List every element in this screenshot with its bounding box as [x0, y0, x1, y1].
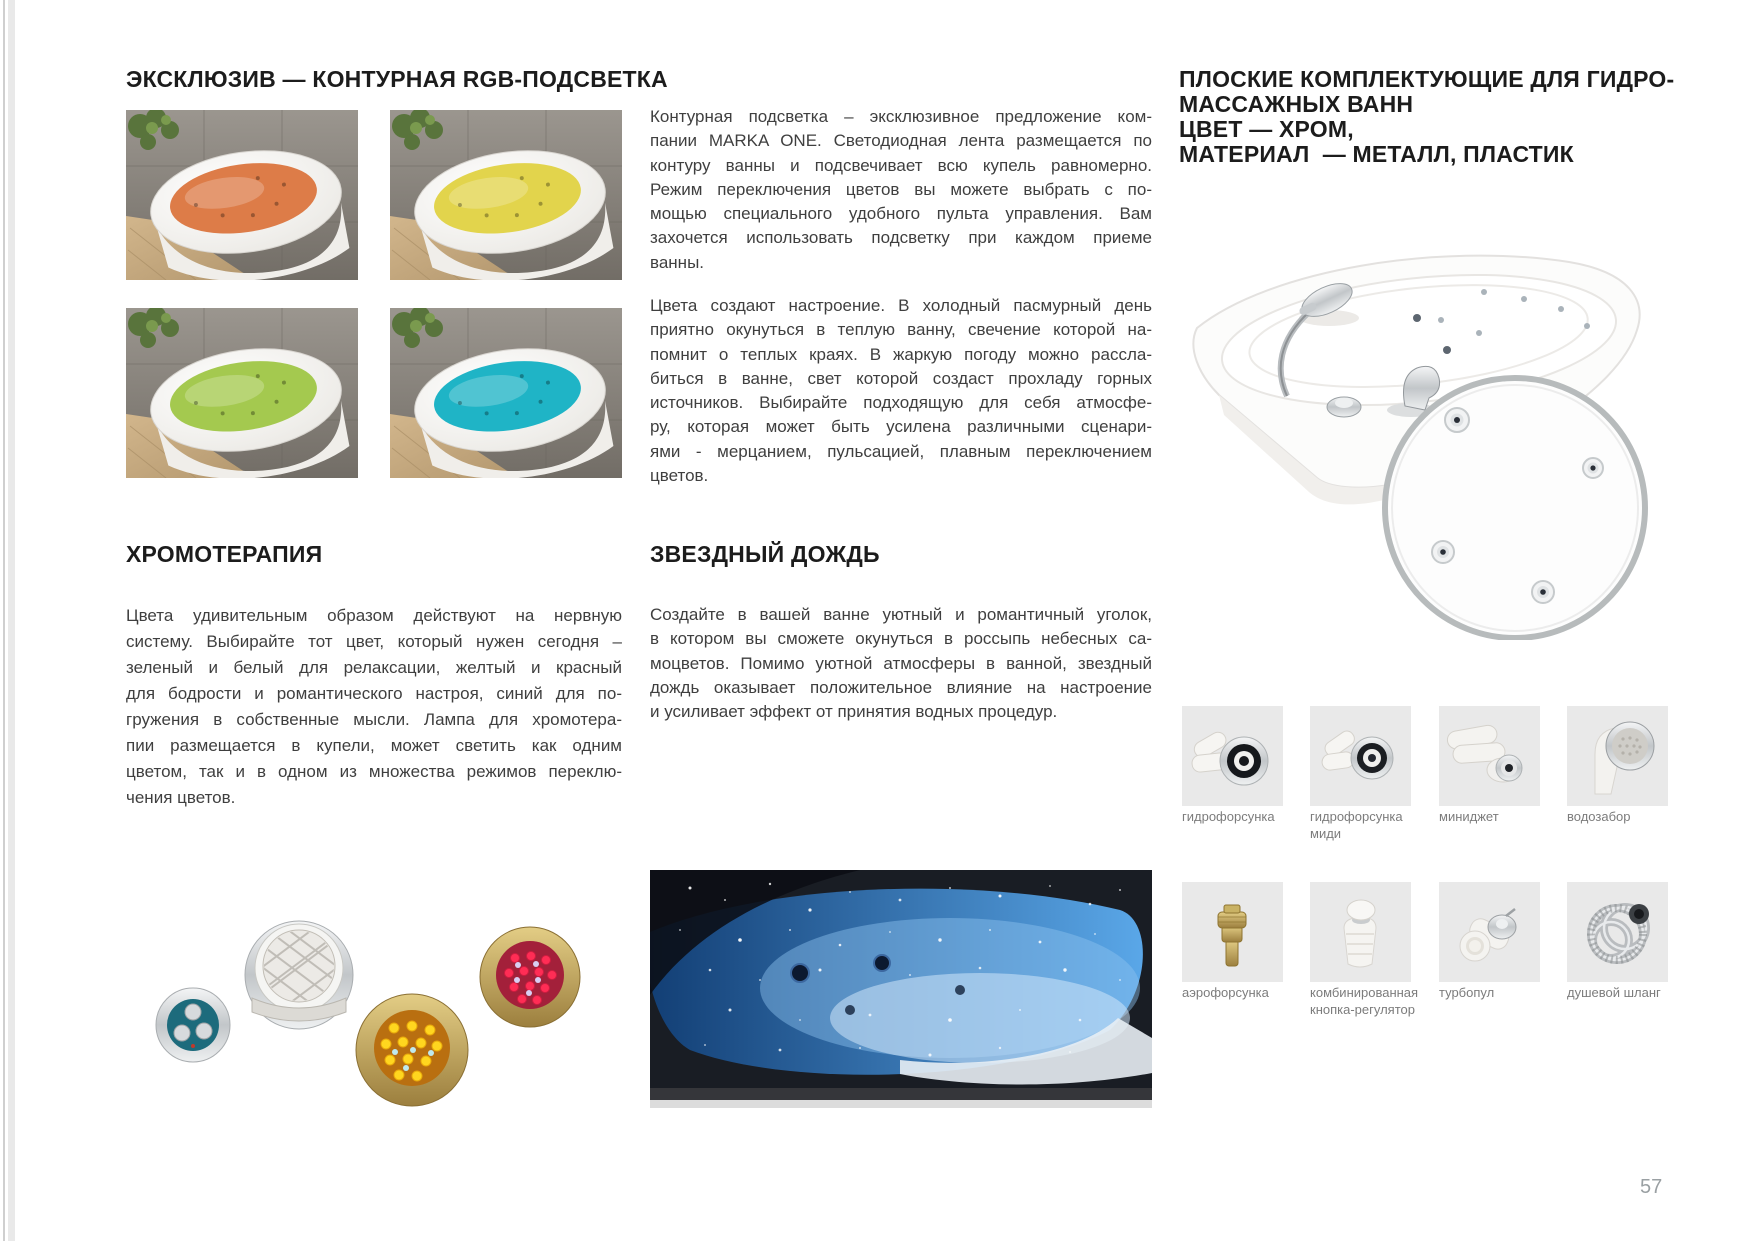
- page-edge-line-outer: [3, 0, 5, 1241]
- chromo-lamps-photo: [140, 880, 590, 1140]
- bath-photo-green: [126, 308, 358, 478]
- magnified-jet: [1445, 408, 1469, 432]
- component-photo-minijet: [1439, 706, 1540, 806]
- page-edge-line-inner: [8, 0, 15, 1241]
- component-label: водозабор: [1567, 809, 1631, 824]
- component-label: аэрофорсунка: [1182, 985, 1269, 1000]
- component-photo-shower-hose: [1567, 882, 1668, 982]
- bath-photo-yellow: [390, 110, 622, 280]
- component-label: миниджет: [1439, 809, 1499, 824]
- component-label: гидрофорсунка: [1182, 809, 1275, 824]
- jets-magnifier: [1385, 378, 1645, 638]
- component-photo-hydrojet: [1182, 706, 1283, 806]
- bath-photo-cyan: [390, 308, 622, 478]
- lamp-mesh: [245, 920, 355, 1029]
- rgb-paragraph-1: Контурная подсветка – эксклюзивное предложение ком- пании MARKA ONE. Светодиодная лента размещается по контуру ванны и подсвечивает всю купель равномерно. Режим переключения цветов вы можете выбрать с по- мощью специального удобного пульта управления. Вам захочется использовать подсветку при каждом приеме ванны.: [650, 107, 1152, 272]
- component-photo-combi-button: [1310, 882, 1411, 982]
- component-label: гидрофорсунка миди: [1310, 809, 1403, 841]
- section-title-chromo: ХРОМОТЕРАПИЯ: [126, 541, 323, 567]
- component-photo-turbopool: [1439, 882, 1540, 982]
- component-label: комбинированная кнопка-регулятор: [1310, 985, 1419, 1017]
- lamp-control: [156, 988, 230, 1062]
- component-label: турбопул: [1439, 985, 1495, 1000]
- bath-photo-orange: [126, 110, 358, 280]
- star-rain-photo: [650, 870, 1152, 1108]
- component-photo-hydrojet-midi: [1310, 706, 1411, 806]
- section-title-rgb: ЭКСКЛЮЗИВ — КОНТУРНАЯ RGB-ПОДСВЕТКА: [126, 66, 668, 92]
- component-photo-airjet: [1182, 882, 1283, 982]
- star-rain-paragraph: Создайте в вашей ванне уютный и романтичный уголок, в котором вы сможете окунуться в россыпь небесных са- моцветов. Помимо уютной атмосферы в ванной, звездный дождь оказывает положительное влияние на настроение и усиливает эффект от принятия водных процедур.: [650, 605, 1152, 722]
- lamp-yellow: [356, 994, 468, 1106]
- hydro-bath-photo: [1179, 200, 1669, 640]
- chromo-paragraph: Цвета удивительным образом действуют на нервную систему. Выбирайте тот цвет, который нужен сегодня – зеленый и белый для релаксации, желтый и красный для бодрости и романтического настроя, синий для по- гружения в собственные мысли. Лампа для хромотера- пии размещается в купели, может светить как одним цветом, так и в одном из множества режимов переклю- чения цветов.: [126, 606, 622, 807]
- page-number: 57: [1640, 1176, 1663, 1198]
- component-label: душевой шланг: [1567, 985, 1661, 1000]
- component-photo-water-intake: [1567, 706, 1668, 806]
- rgb-paragraph-2: Цвета создают настроение. В холодный пасмурный день приятно окунуться в теплую ванну, свечение которой на- помнит о теплых краях. В жаркую погоду можно рассла- биться в ванне, свет которой создаст прохладу горных источников. Выбирайте подходящую для себя атмосфе- ру, которая может быть усилена различными сценари- ями - мерцанием, пульсацией, плавным переключением цветов.: [650, 296, 1152, 486]
- section-title-components: ПЛОСКИЕ КОМПЛЕКТУЮЩИЕ ДЛЯ ГИДРО- МАССАЖНЫХ ВАНН ЦВЕТ — ХРОМ, МАТЕРИАЛ — МЕТАЛЛ, ПЛАСТИК: [1179, 66, 1675, 167]
- section-title-star-rain: ЗВЕЗДНЫЙ ДОЖДЬ: [650, 541, 880, 567]
- lamp-red: [480, 927, 580, 1027]
